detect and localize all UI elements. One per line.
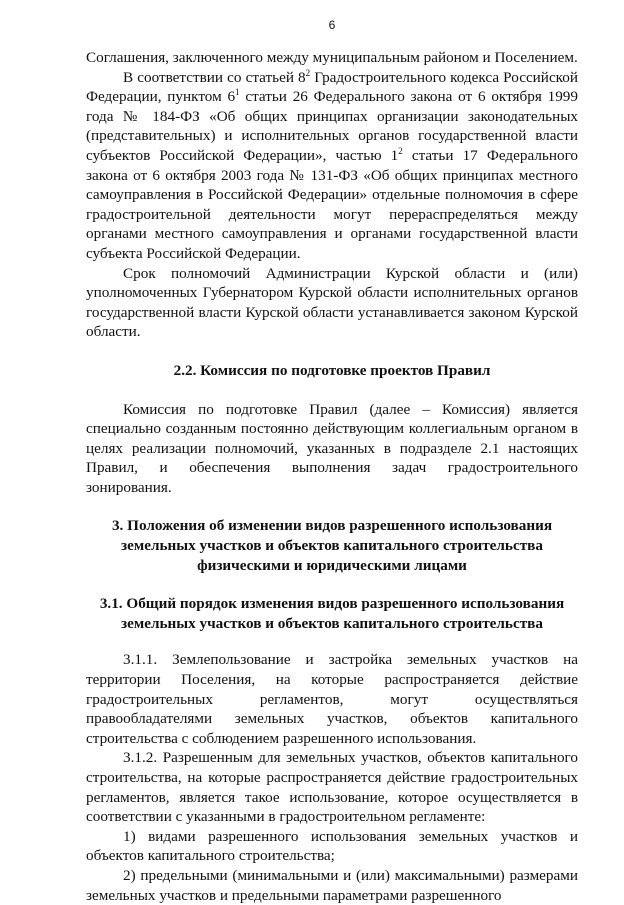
paragraph-legal-basis [86, 68, 578, 264]
superscript: 1 [235, 87, 240, 98]
paragraph-agreement: Соглашения, заключенного между муниципальным районом и Поселением. [86, 49, 578, 66]
superscript: 2 [305, 67, 311, 78]
paragraph-term-of-powers: Срок полномочий Администрации Курской области и (или) уполномоченных Губернатором Курской области исполнительных органов государственной власти Курской области устанавливается законом Курской области. [86, 264, 578, 341]
legal-basis-text-c: статьи 26 Федерального закона от 6 октября 1999 года № 184-ФЗ «Об общих принципах организации законодательных (представительных) и исполнительных органов государственной власти субъектов Российской Федерации», частью 1 [86, 88, 578, 164]
paragraph-commission: Комиссия по подготовке Правил (далее – Комиссия) является специально созданным постоянно действующим коллегиальным органом в целях реализации полномочий, указанных в подразделе 2.1 настоящих Правил, и обеспечения выполнения задач градостроительного зонирования. [86, 400, 578, 496]
list-item-2: 2) предельными (минимальными и (или) максимальными) размерами земельных участков и предельными параметрами разрешенного [86, 866, 578, 904]
legal-basis-text-b: Градостроительного кодекса Российской Федерации, пунктом 6 [86, 68, 579, 106]
heading-2-2: 2.2. Комиссия по подготовке проектов Правил [173, 361, 491, 379]
heading-3-1: 3.1. Общий порядок изменения видов разрешенного использования земельных участков и объектов капитального строительства [99, 595, 565, 632]
paragraph-3-1-2: 3.1.2. Разрешенным для земельных участков, объектов капитального строительства, на которые распространяется действие градостроительных регламентов, является такое использование, которое осуществляется в соответствии с указанными в градостроительном регламенте: [86, 749, 578, 826]
superscript: 2 [398, 145, 403, 156]
list-item-1: 1) видами разрешенного использования земельных участков и объектов капитального строительства; [86, 827, 578, 865]
legal-basis-text-d: статьи 17 Федерального закона от 6 октября 2003 года № 131-ФЗ «Об общих принципах местного самоуправления в Российской Федерации» отдельные полномочия в сфере градостроительной деятельности могут перераспределяться между органами местного самоуправления и органами государственной власти субъекта Российской Федерации. [86, 146, 579, 262]
paragraph-3-1-1: 3.1.1. Землепользование и застройка земельных участков на территории Поселения, на которые распространяется действие градостроительных регламентов, могут осуществляться правообладателями земельных участков, объектов капитального строительства с соблюдением разрешенного использования. [86, 651, 578, 747]
legal-basis-text-a: В соответствии со статьей 8 [123, 68, 306, 86]
heading-3: 3. Положения об изменении видов разрешенного использования земельных участков и объектов капитального строительства физическими и юридическими лицами [111, 517, 553, 574]
page-number: 6 [328, 18, 336, 32]
